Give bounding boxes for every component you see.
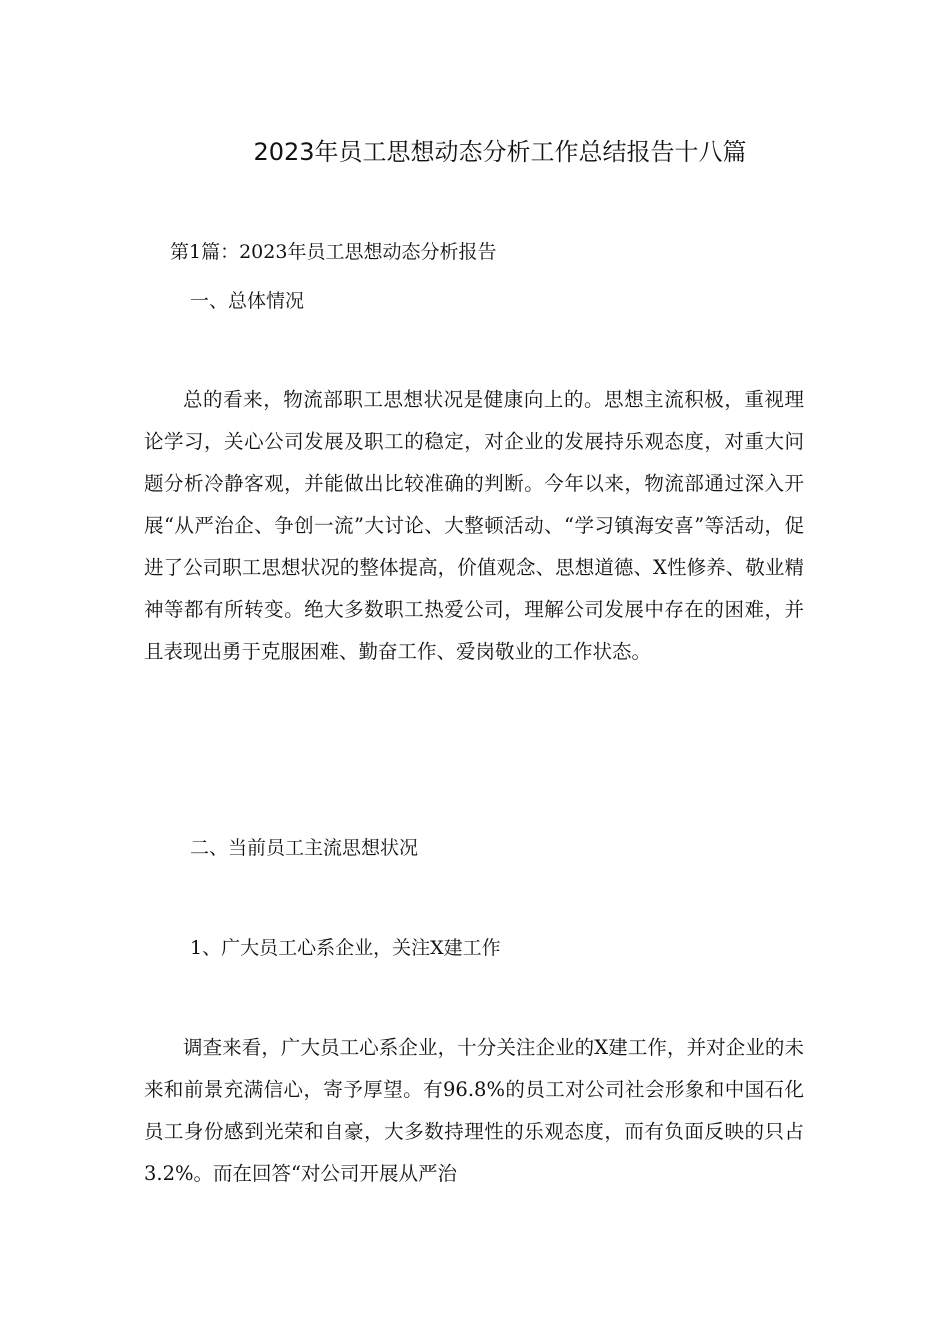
article-heading: 第1篇：2023年员工思想动态分析报告 [170,241,497,263]
subsection-heading-1: 1、广大员工心系企业，关注X建工作 [190,937,501,959]
paragraph-subsection-1: 调查来看，广大员工心系企业，十分关注企业的X建工作，并对企业的未来和前景充满信心，寄予厚望。有96.8%的员工对公司社会形象和中国石化员工身份感到光荣和自豪，大多数持理性的乐观态度，而有负面反映的只占3.2%。而在回答“对公司开展从严治 [144,1036,804,1185]
section-heading-mainstream: 二、当前员工主流思想状况 [190,837,419,859]
document-title: 2023年员工思想动态分析工作总结报告十八篇 [253,138,747,166]
paragraph-overall: 总的看来，物流部职工思想状况是健康向上的。思想主流积极，重视理论学习，关心公司发展及职工的稳定，对企业的发展持乐观态度，对重大问题分析冷静客观，并能做出比较准确的判断。今年以来，物流部通过深入开展“从严治企、争创一流”大讨论、大整顿活动、“学习镇海安喜”等活动，促进了公司职工思想状况的整体提高，价值观念、思想道德、X性修养、敬业精神等都有所转变。绝大多数职工热爱公司，理解公司发展中存在的困难，并且表现出勇于克服困难、勤奋工作、爱岗敬业的工作状态。 [144,388,804,663]
section-heading-overall: 一、总体情况 [190,290,305,312]
